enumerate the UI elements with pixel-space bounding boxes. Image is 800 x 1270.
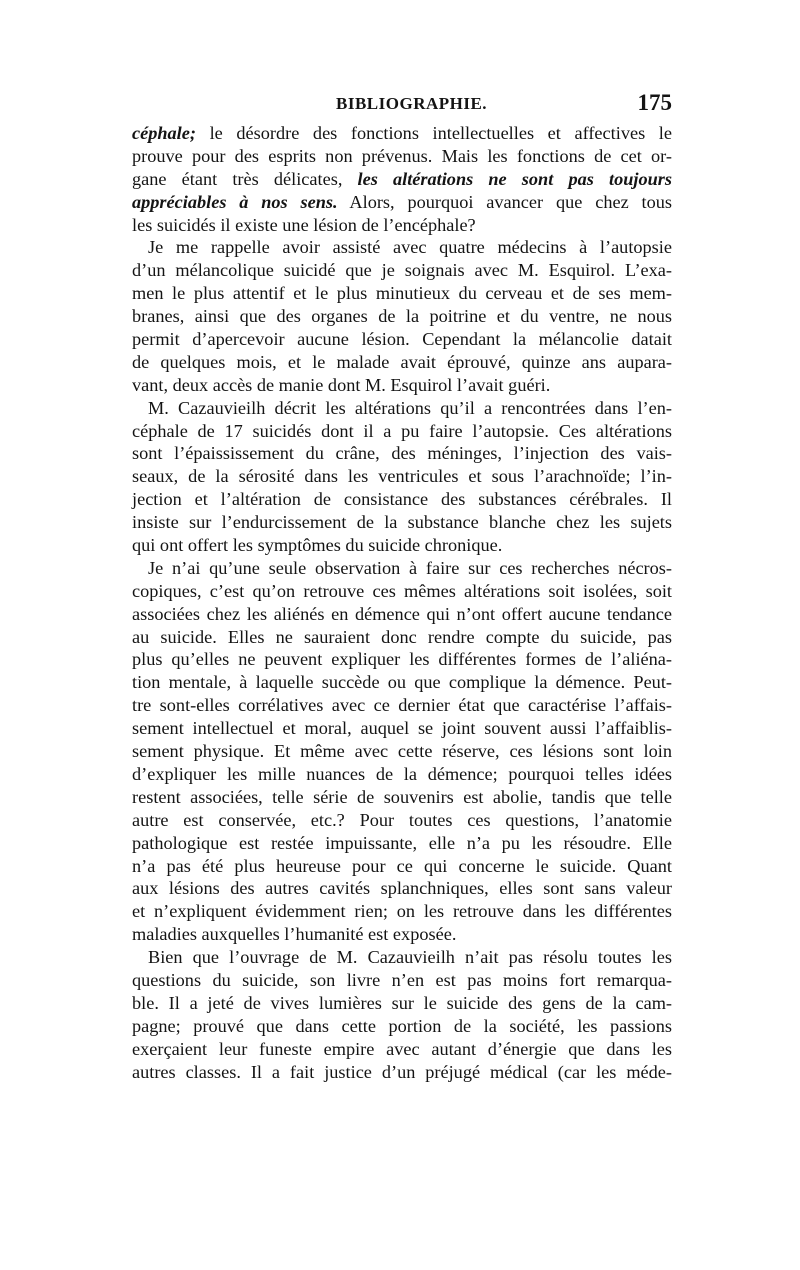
line-text: de quelques mois, et le malade avait éprouvé, quinze ans aupara- [132,351,672,372]
text-line [132,786,672,809]
line-text: d’expliquer les mille nuances de la démence; pourquoi telles idées [132,763,672,784]
line-text: pagne; prouvé que dans cette portion de la société, les passions [132,1015,672,1036]
text-line [132,694,672,717]
text-line [132,511,672,534]
line-text: sont l’épaississement du crâne, des méninges, l’injection des vais- [132,443,672,464]
text-line [132,420,672,443]
text-line [132,900,672,923]
line-text: questions du suicide, son livre n’en est pas moins fort remarqua- [132,969,672,990]
text-line [132,1015,672,1038]
emphasized-text: les altérations ne sont pas toujours [357,168,672,189]
text-line [132,717,672,740]
line-text: Je me rappelle avoir assisté avec quatre médecins à l’autopsie [148,237,672,258]
line-text: M. Cazauvieilh décrit les altérations qu’il a rencontrées dans l’en- [148,397,672,418]
text-line [132,671,672,694]
text-line [132,832,672,855]
text-line [132,442,672,465]
line-text: seaux, de la sérosité dans les ventricules et sous l’arachnoïde; l’in- [132,466,672,487]
line-text: qui ont offert les symptômes du suicide chronique. [132,535,503,556]
text-line [132,809,672,832]
line-text: insiste sur l’endurcissement de la substance blanche chez les sujets [132,512,672,533]
line-text: Je n’ai qu’une seule observation à faire sur ces recherches nécros- [148,557,672,578]
line-text: sement intellectuel et moral, auquel se joint souvent aussi l’affaiblis- [132,718,672,739]
text-line [132,465,672,488]
text-line [132,855,672,878]
text-line [132,168,672,191]
text-line [132,351,672,374]
line-text: et n’expliquent évidemment rien; on les retrouve dans les différentes [132,901,672,922]
line-text: men le plus attentif et le plus minutieux du cerveau et de ses mem- [132,283,672,304]
line-text: jection et l’altération de consistance des substances cérébrales. Il [132,489,672,510]
line-text: autres classes. Il a fait justice d’un préjugé médical (car les méde- [132,1061,672,1082]
line-text: céphale de 17 suicidés dont il a pu faire l’autopsie. Ces altérations [132,420,672,441]
text-line [132,534,672,557]
line-text: prouve pour des esprits non prévenus. Mais les fonctions de cet or- [132,145,672,166]
emphasized-text: céphale; [132,123,196,143]
line-text: maladies auxquelles l’humanité est exposée. [132,924,457,945]
text-line [132,1038,672,1061]
line-text: autre est conservée, etc.? Pour toutes ces questions, l’anatomie [132,809,672,830]
text-line [132,488,672,511]
line-text: gane étant très délicates, [132,168,358,189]
line-text: d’un mélancolique suicidé que je soignais avec M. Esquirol. L’exa- [132,260,672,281]
text-line [132,374,672,397]
line-text: aux lésions des autres cavités splanchniques, elles sont sans valeur [132,878,672,899]
text-line [132,122,672,145]
text-line [132,191,672,214]
line-text: exerçaient leur funeste empire avec autant d’énergie que dans les [132,1038,672,1059]
line-text: tre sont-elles corrélatives avec ce dernier état que caractérise l’affais- [132,695,672,716]
text-line [132,877,672,900]
line-text: n’a pas été plus heureuse pour ce qui concerne le suicide. Quant [132,855,672,876]
text-line [132,328,672,351]
line-text: au suicide. Elles ne sauraient donc rendre compte du suicide, pas [132,626,672,647]
line-text: ble. Il a jeté de vives lumières sur le suicide des gens de la cam- [132,992,672,1013]
line-text: permit d’apercevoir aucune lésion. Cependant la mélancolie datait [132,329,672,350]
line-text: sement physique. Et même avec cette réserve, ces lésions sont loin [132,741,672,762]
text-line [132,305,672,328]
text-line [132,236,672,259]
running-head [132,88,672,118]
line-text: associées chez les aliénés en démence qui n’ont offert aucune tendance [132,603,672,624]
text-line [132,992,672,1015]
line-text: Bien que l’ouvrage de M. Cazauvieilh n’ait pas résolu toutes les [148,947,672,968]
line-text: tion mentale, à laquelle succède ou que complique la démence. Peut- [132,672,672,693]
running-title: BIBLIOGRAPHIE. [336,94,488,113]
line-text: pathologique est restée impuissante, elle n’a pu les résoudre. Elle [132,832,672,853]
text-line [132,214,672,237]
text-line [132,763,672,786]
line-text: restent associées, telle série de souvenirs est abolie, tandis que telle [132,786,672,807]
emphasized-text: appréciables à nos sens. [132,191,338,212]
text-line [132,626,672,649]
text-line [132,648,672,671]
line-text: le désordre des fonctions intellectuelles et affectives le [195,123,672,143]
line-text: branes, ainsi que des organes de la poitrine et du ventre, ne nous [132,306,672,327]
text-line [132,145,672,168]
text-line [132,740,672,763]
line-text: les suicidés il existe une lésion de l’encéphale? [132,214,476,235]
text-line [132,969,672,992]
line-text: Alors, pourquoi avancer que chez tous [337,191,672,212]
line-text: plus qu’elles ne peuvent expliquer les différentes formes de l’aliéna- [132,649,672,670]
text-line [132,580,672,603]
text-line [132,1061,672,1084]
page-number: 175 [637,90,672,115]
body-text [132,122,672,1083]
text-line [132,397,672,420]
text-line [132,557,672,580]
line-text: copiques, c’est qu’on retrouve ces mêmes altérations soit isolées, soit [132,580,672,601]
text-line [132,282,672,305]
line-text: vant, deux accès de manie dont M. Esquirol l’avait guéri. [132,374,551,395]
text-line [132,946,672,969]
text-line [132,259,672,282]
text-line [132,603,672,626]
text-line [132,923,672,946]
